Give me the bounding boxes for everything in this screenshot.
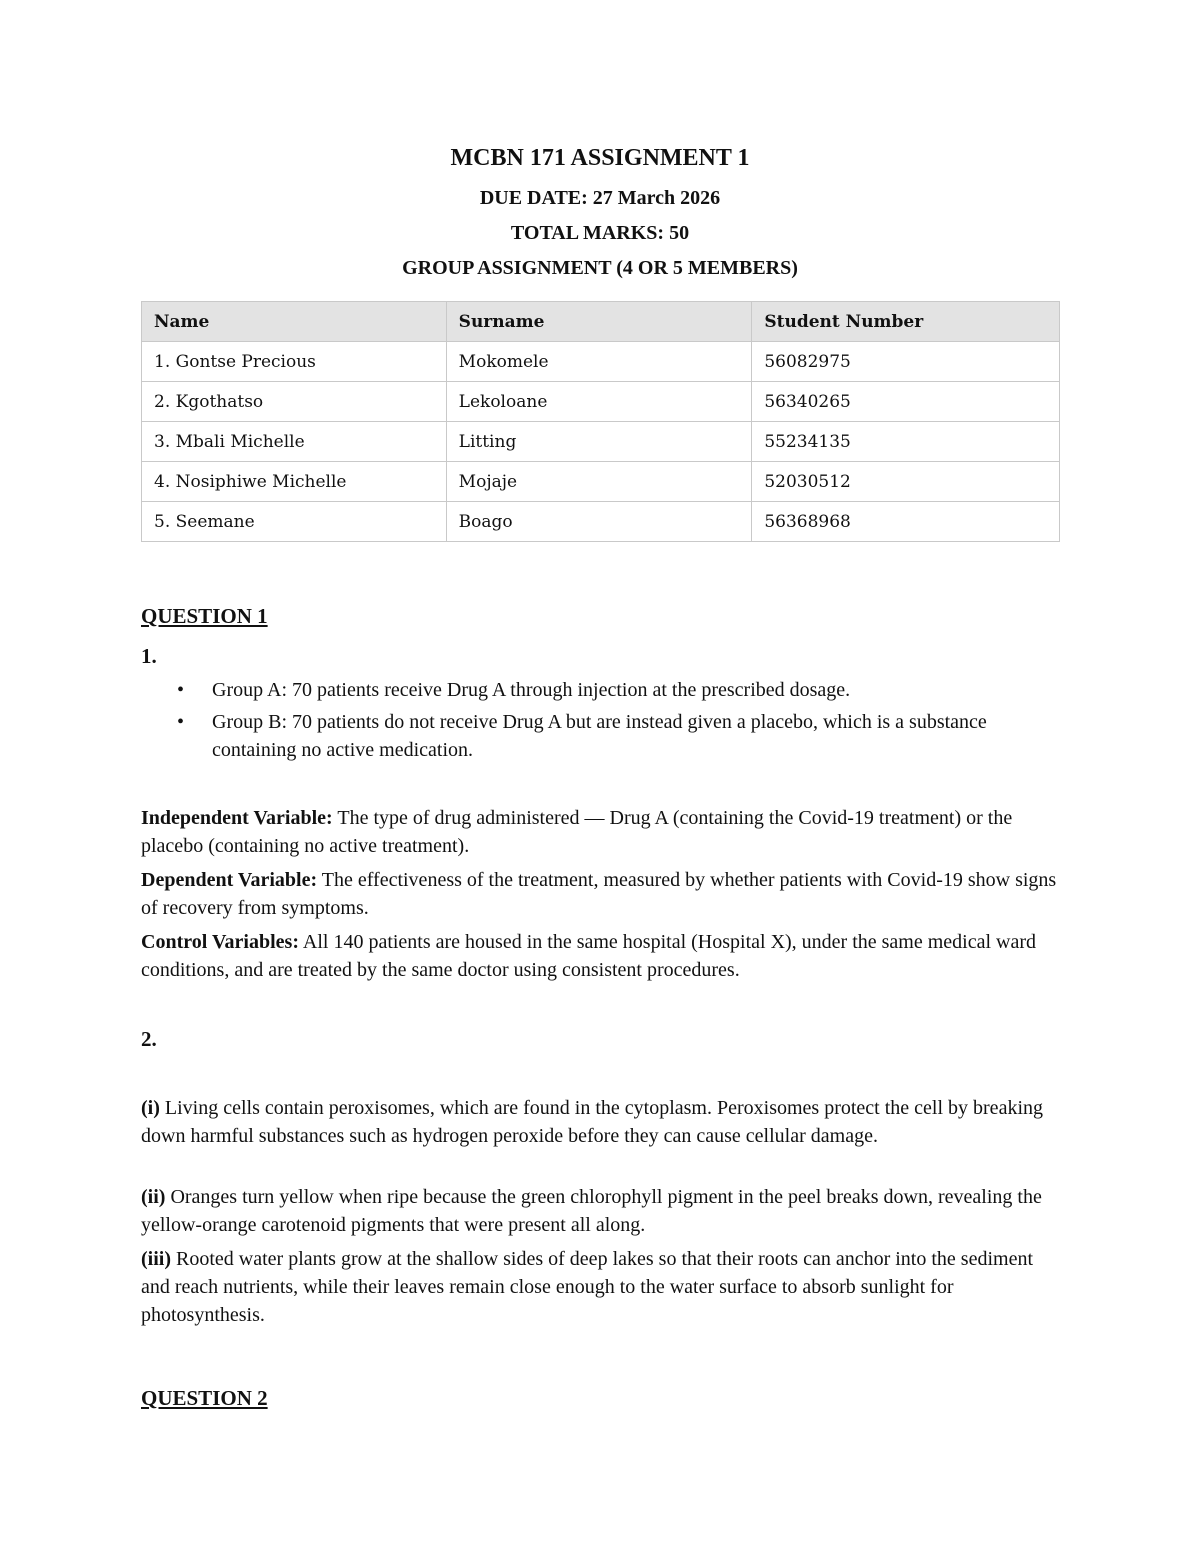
- list-item: [141, 708, 1059, 764]
- answer-iii-text: Rooted water plants grow at the shallow sides of deep lakes so that their roots can anchor into the sediment and reach nutrients, while their leaves remain close enough to the water surface to absorb sunlight for photosynthesis.: [141, 1248, 1034, 1326]
- independent-variable-text: The type of drug administered — Drug A (containing the Covid-19 treatment) or the placebo (containing no active treatment).: [141, 807, 1013, 857]
- answer-iii-paragraph: [141, 1245, 1059, 1329]
- question-1-part-2-number: 2.: [141, 1027, 157, 1051]
- cell-surname: Boago: [446, 502, 752, 542]
- cell-name: 4. Nosiphiwe Michelle: [142, 462, 447, 502]
- dependent-variable-paragraph: [141, 866, 1059, 922]
- bullet-icon: •: [177, 711, 185, 733]
- cell-name: 5. Seemane: [142, 502, 447, 542]
- bullet-icon: •: [177, 679, 185, 701]
- group-info: GROUP ASSIGNMENT (4 OR 5 MEMBERS): [402, 257, 798, 279]
- dependent-variable-label: Dependent Variable:: [141, 869, 318, 891]
- answer-i-text: Living cells contain peroxisomes, which are found in the cytoplasm. Peroxisomes protect the cell by breaking down harmful substances such as hydrogen peroxide before they can cause cellular damage.: [141, 1097, 1043, 1147]
- cell-student-number: 55234135: [752, 422, 1060, 462]
- cell-surname: Mokomele: [446, 342, 752, 382]
- answer-ii-paragraph: [141, 1183, 1059, 1239]
- list-item: [141, 676, 1059, 704]
- due-date: DUE DATE: 27 March 2026: [479, 187, 721, 209]
- table-row: [142, 422, 1060, 462]
- table-row: [142, 382, 1060, 422]
- members-table: [141, 301, 1060, 542]
- cell-name: 1. Gontse Precious: [142, 342, 447, 382]
- total-marks: TOTAL MARKS: 50: [510, 222, 690, 244]
- question-2-heading: QUESTION 2: [141, 1386, 268, 1410]
- control-variables-text: All 140 patients are housed in the same hospital (Hospital X), under the same medical ward conditions, and are treated by the same doctor using consistent procedures.: [141, 931, 1037, 981]
- cell-student-number: 52030512: [752, 462, 1060, 502]
- question-1-part-1-number: 1.: [141, 644, 157, 668]
- table-row: [142, 342, 1060, 382]
- independent-variable-label: Independent Variable:: [141, 807, 333, 829]
- assignment-title: MCBN 171 ASSIGNMENT 1: [450, 145, 750, 171]
- cell-surname: Lekoloane: [446, 382, 752, 422]
- list-item-text: Group B: 70 patients do not receive Drug A but are instead given a placebo, which is a substance containing no active medication.: [212, 711, 987, 761]
- table-row: [142, 502, 1060, 542]
- cell-student-number: 56340265: [752, 382, 1060, 422]
- answer-ii-label: (ii): [141, 1186, 166, 1208]
- cell-student-number: 56082975: [752, 342, 1060, 382]
- independent-variable-paragraph: [141, 804, 1059, 860]
- cell-surname: Mojaje: [446, 462, 752, 502]
- group-list: [141, 676, 1059, 768]
- cell-student-number: 56368968: [752, 502, 1060, 542]
- dependent-variable-text: The effectiveness of the treatment, measured by whether patients with Covid-19 show signs of recovery from symptoms.: [141, 869, 1057, 919]
- answer-i-paragraph: [141, 1094, 1059, 1150]
- table-header-row: [142, 302, 1060, 342]
- header-student-number: Student Number: [752, 302, 1060, 342]
- header-name: Name: [142, 302, 447, 342]
- header-surname: Surname: [446, 302, 752, 342]
- cell-name: 2. Kgothatso: [142, 382, 447, 422]
- question-1-heading: QUESTION 1: [141, 604, 268, 628]
- cell-surname: Litting: [446, 422, 752, 462]
- answer-ii-text: Oranges turn yellow when ripe because the green chlorophyll pigment in the peel breaks down, revealing the yellow-orange carotenoid pigments that were present all along.: [141, 1186, 1042, 1236]
- control-variables-paragraph: [141, 928, 1059, 984]
- cell-name: 3. Mbali Michelle: [142, 422, 447, 462]
- answer-i-label: (i): [141, 1097, 160, 1119]
- list-item-text: Group A: 70 patients receive Drug A through injection at the prescribed dosage.: [212, 679, 851, 701]
- table-row: [142, 462, 1060, 502]
- control-variables-label: Control Variables:: [141, 931, 299, 953]
- answer-iii-label: (iii): [141, 1248, 171, 1270]
